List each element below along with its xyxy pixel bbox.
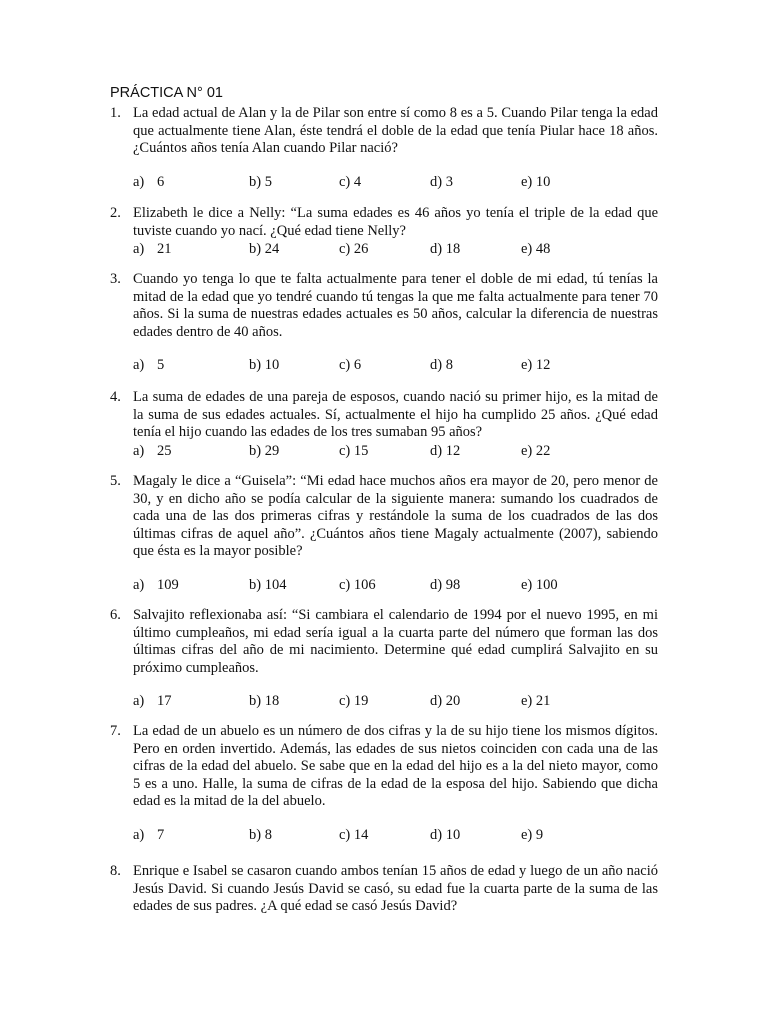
problem-number: 8. — [110, 863, 121, 879]
option-e: e) 48 — [521, 241, 551, 257]
option-c: c) 15 — [339, 442, 369, 459]
problem-text: Elizabeth le dice a Nelly: “La suma edades es 46 años yo tenía el triple de la edad que tuviste cuando yo nací. ¿Qué edad tiene Nelly? — [133, 205, 658, 239]
problem-7 — [110, 723, 658, 845]
problem-number: 5. — [110, 473, 121, 489]
option-e: e) 10 — [521, 173, 551, 190]
page-title: PRÁCTICA N° 01 — [110, 85, 223, 101]
problem-text: La suma de edades de una pareja de esposos, cuando nació su primer hijo, es la mitad de la suma de sus edades actuales. Sí, actualmente el hijo ha cumplido 25 años. ¿Qué edad tenía el hijo cuando las edades de los tres sumaban 95 años? — [133, 389, 658, 440]
option-e: e) 9 — [521, 826, 544, 843]
problem-6 — [110, 607, 658, 711]
option-e: e) 100 — [521, 576, 558, 593]
problem-text: Enrique e Isabel se casaron cuando ambos tenían 15 años de edad y luego de un año nació Jesús David. Si cuando Jesús David se casó, su edad fue la cuarta parte de la suma de las edades de sus padres. ¿A qué edad se casó Jesús David? — [133, 863, 658, 914]
option-d: d) 8 — [430, 357, 453, 373]
answer-options — [133, 241, 658, 259]
option-d: d) 3 — [430, 173, 453, 190]
option-c: c) 19 — [339, 693, 369, 709]
option-e: e) 21 — [521, 693, 551, 709]
option-d: d) 12 — [430, 442, 461, 459]
problem-2 — [110, 205, 658, 259]
problem-text: Magaly le dice a “Guisela”: “Mi edad hace muchos años era mayor de 20, pero menor de 30, y en dicho año se podía calcular de la siguiente manera: sumando los cuadrados de cada una de las dos primeras cifras y restándole la suma de los cuadrados de las dos últimas cifras de aquel año”. ¿Cuántos años tiene Magaly actualmente (2007), sabiendo que ésta es la mayor posible? — [133, 473, 658, 559]
option-c: c) 26 — [339, 241, 369, 257]
option-b: b) 24 — [249, 241, 280, 257]
option-d: d) 18 — [430, 241, 461, 257]
problem-text: La edad de un abuelo es un número de dos cifras y la de su hijo tiene los mismos dígitos. Pero en orden invertido. Además, las edades de sus nietos coinciden con cada una de las cifras de la edad del abuelo. Se sabe que en la edad del hijo es a la del nieto mayor, como 5 es a uno. Halle, la suma de cifras de la edad de la esposa del hijo. Sabiendo que dicha edad es la mitad de la del abuelo. — [133, 723, 658, 809]
option-d: d) 20 — [430, 693, 461, 709]
option-a: a) 5 — [133, 357, 165, 373]
option-a: a) 25 — [133, 442, 172, 459]
option-e: e) 12 — [521, 357, 551, 373]
option-b: b) 8 — [249, 826, 272, 843]
answer-options — [133, 443, 658, 461]
option-b: b) 29 — [249, 442, 280, 459]
option-b: b) 104 — [249, 576, 287, 593]
problem-number: 4. — [110, 389, 121, 405]
problem-8 — [110, 863, 658, 916]
option-a: a) 7 — [133, 826, 165, 843]
option-c: c) 4 — [339, 173, 362, 190]
option-a: a) 17 — [133, 693, 172, 709]
problem-5 — [110, 473, 658, 595]
problem-number: 3. — [110, 271, 121, 287]
problem-text: Salvajito reflexionaba así: “Si cambiara el calendario de 1994 por el nuevo 1995, en mi último cumpleaños, mi edad sería igual a la cuarta parte del número que forman las dos últimas cifras del año de mi nacimiento. Determine qué edad cumplirá Salvajito en su próximo cumpleaños. — [133, 607, 658, 676]
answer-options — [133, 174, 658, 192]
problem-text: Cuando yo tenga lo que te falta actualmente para tener el doble de mi edad, tú tenías la mitad de la edad que yo tendré cuando tú tengas la que me falta actualmente para tener 70 años. Si la suma de nuestras edades actuales es 50 años, calcular la diferencia de nuestras edades dentro de 40 años. — [133, 271, 658, 340]
problem-number: 6. — [110, 607, 121, 623]
problem-number: 2. — [110, 205, 121, 221]
option-d: d) 98 — [430, 576, 461, 593]
answer-options — [133, 357, 658, 375]
option-b: b) 10 — [249, 357, 280, 373]
problem-4 — [110, 389, 658, 461]
option-d: d) 10 — [430, 826, 461, 843]
option-c: c) 6 — [339, 357, 362, 373]
option-e: e) 22 — [521, 442, 551, 459]
problem-1 — [110, 105, 658, 192]
option-a: a) 21 — [133, 241, 172, 257]
answer-options — [133, 577, 658, 595]
answer-options — [133, 693, 658, 711]
problem-number: 7. — [110, 723, 121, 739]
option-c: c) 106 — [339, 576, 376, 593]
option-b: b) 5 — [249, 173, 272, 190]
option-b: b) 18 — [249, 693, 280, 709]
option-c: c) 14 — [339, 826, 369, 843]
problem-3 — [110, 271, 658, 375]
answer-options — [133, 827, 658, 845]
problem-text: La edad actual de Alan y la de Pilar son entre sí como 8 es a 5. Cuando Pilar tenga la edad que actualmente tiene Alan, éste tendrá el doble de la edad que tenía Piular hace 18 años. ¿Cuántos años tenía Alan cuando Pilar nació? — [133, 105, 658, 156]
option-a: a) 6 — [133, 173, 165, 190]
option-a: a) 109 — [133, 576, 179, 593]
problem-number: 1. — [110, 105, 121, 121]
